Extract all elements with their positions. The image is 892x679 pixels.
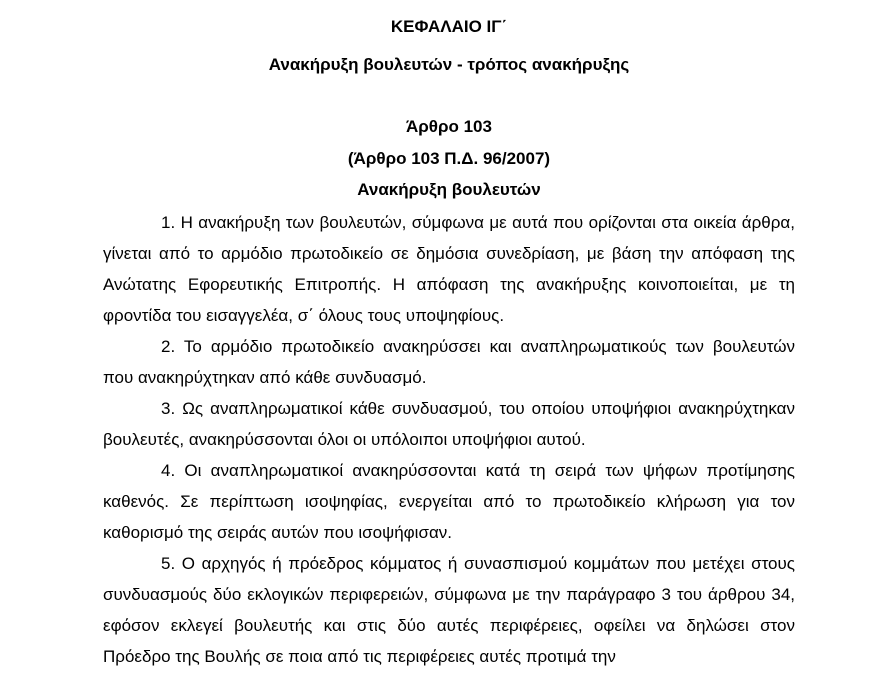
article-body [103,207,795,672]
article-reference: (Άρθρο 103 Π.Δ. 96/2007) [347,149,551,168]
paragraph-5: 5. Ο αρχηγός ή πρόεδρος κόμματος ή συνασπισμού κομμάτων που μετέχει στους συνδυασμούς δύο εκλογικών περιφερειών, σύμφωνα με την παράγραφο 3 του άρθρου 34, εφόσον εκλεγεί βουλευτής και στις δύο αυτές περιφέρειες, οφείλει να δηλώσει στον Πρόεδρο της Βουλής σε ποια από τις περιφέρειες αυτές προτιμά την [103,554,795,666]
paragraph-3: 3. Ως αναπληρωματικοί κάθε συνδυασμού, του οποίου υποψήφιοι ανακηρύχτηκαν βουλευτές, ανακηρύσσονται όλοι οι υπόλοιποι υποψήφιοι αυτού. [103,399,795,449]
chapter-title: Ανακήρυξη βουλευτών - τρόπος ανακήρυξης [268,55,630,74]
chapter-heading: ΚΕΦΑΛΑΙΟ ΙΓ΄ [390,17,508,36]
article-title: Ανακήρυξη βουλευτών [357,180,541,199]
paragraph-2: 2. Το αρμόδιο πρωτοδικείο ανακηρύσσει και αναπληρωματικούς των βουλευτών που ανακηρύχτηκαν από κάθε συνδυασμό. [103,337,795,387]
paragraph-1: 1. Η ανακήρυξη των βουλευτών, σύμφωνα με αυτά που ορίζονται στα οικεία άρθρα, γίνεται από το αρμόδιο πρωτοδικείο σε δημόσια συνεδρίαση, με βάση την απόφαση της Ανώτατης Εφορευτικής Επιτροπής. Η απόφαση της ανακήρυξης κοινοποιείται, με τη φροντίδα του εισαγγελέα, σ΄ όλους τους υποψηφίους. [103,213,795,325]
paragraph-4: 4. Οι αναπληρωματικοί ανακηρύσσονται κατά τη σειρά των ψήφων προτίμησης καθενός. Σε περίπτωση ισοψηφίας, ενεργείται από το πρωτοδικείο κλήρωση για τον καθορισμό της σειράς αυτών που ισοψήφισαν. [103,461,795,542]
article-heading: Άρθρο 103 [406,117,492,136]
